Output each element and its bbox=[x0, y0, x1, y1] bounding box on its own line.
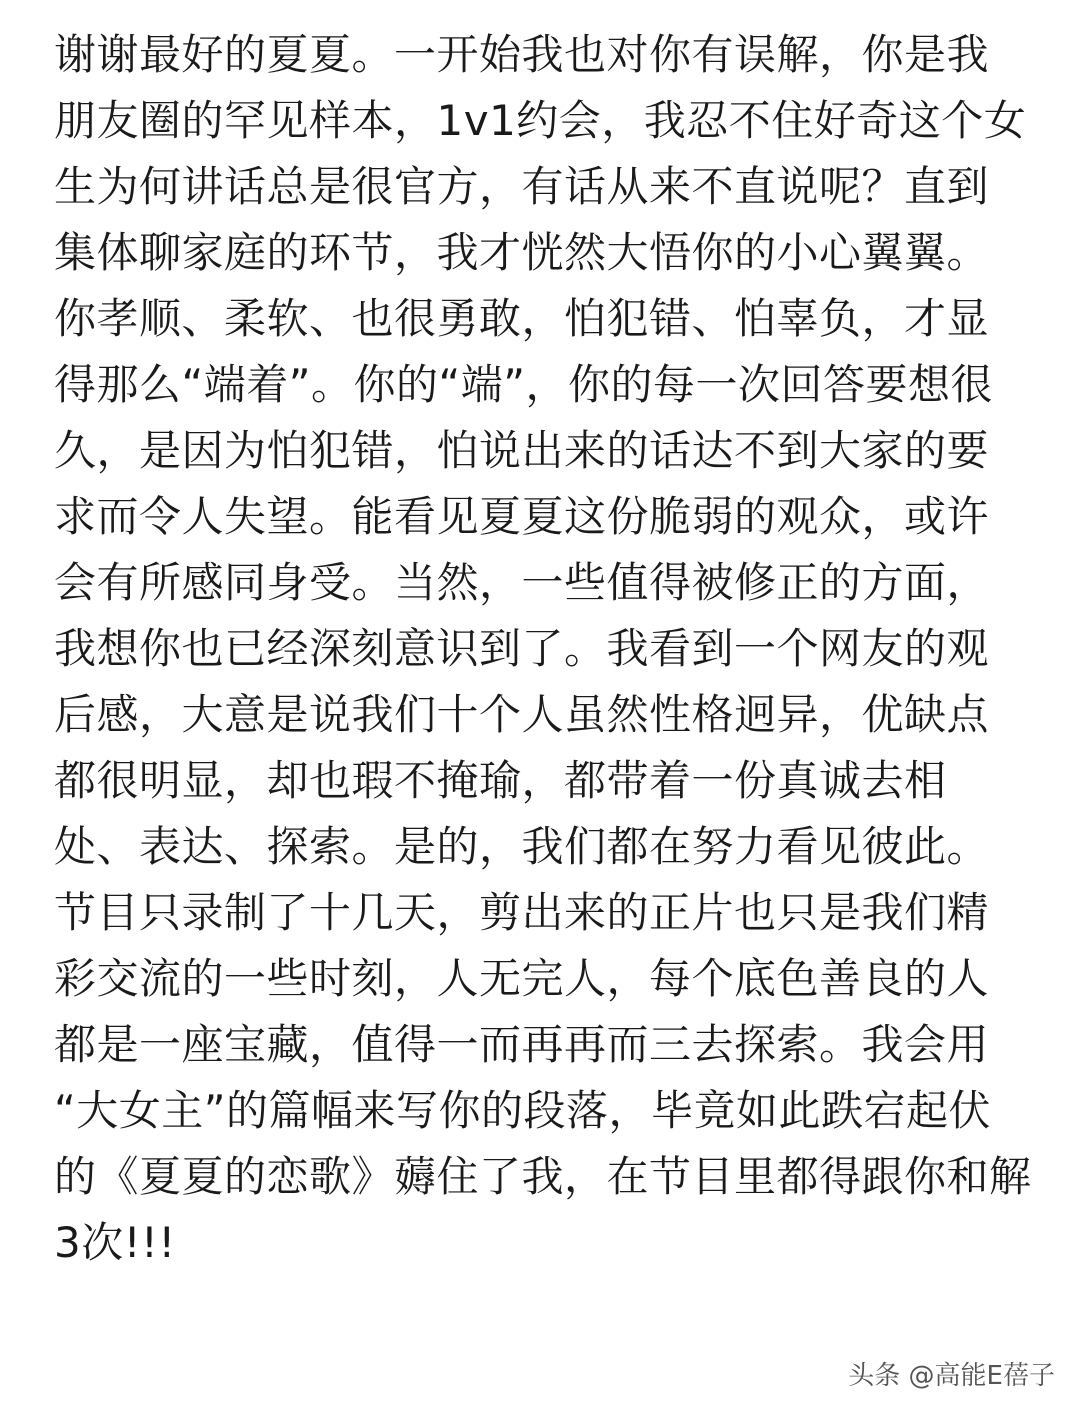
text-line: 生为何讲话总是很官方，有话从来不直说呢？直到 bbox=[54, 162, 990, 211]
text-line: 3次!!! bbox=[54, 1218, 176, 1267]
text-line: 集体聊家庭的环节，我才恍然大悟你的小心翼翼。 bbox=[54, 228, 990, 277]
text-line: 会有所感同身受。当然，一些值得被修正的方面， bbox=[54, 558, 990, 607]
text-line: 谢谢最好的夏夏。一开始我也对你有误解，你是我 bbox=[54, 30, 990, 79]
text-line: 朋友圈的罕见样本，1v1约会，我忍不住好奇这个女 bbox=[54, 96, 1027, 145]
text-line: 我想你也已经深刻意识到了。我看到一个网友的观 bbox=[54, 624, 990, 673]
text-line: 彩交流的一些时刻，人无完人，每个底色善良的人 bbox=[54, 954, 990, 1003]
text-line: 求而令人失望。能看见夏夏这份脆弱的观众，或许 bbox=[54, 492, 990, 541]
text-line: 得那么“端着”。你的“端”，你的每一次回答要想很 bbox=[54, 360, 994, 409]
text-line: 都是一座宝藏，值得一而再再而三去探索。我会用 bbox=[54, 1020, 990, 1069]
text-line: “大女主”的篇幅来写你的段落，毕竟如此跌宕起伏 bbox=[54, 1086, 992, 1135]
text-line: 久，是因为怕犯错，怕说出来的话达不到大家的要 bbox=[54, 426, 990, 475]
watermark: 头条 @高能E蓓子 bbox=[848, 1361, 1055, 1391]
body-text bbox=[54, 22, 1039, 1276]
text-line: 处、表达、探索。是的，我们都在努力看见彼此。 bbox=[54, 822, 990, 871]
text-line: 你孝顺、柔软、也很勇敢，怕犯错、怕辜负，才显 bbox=[54, 294, 990, 343]
text-line: 后感，大意是说我们十个人虽然性格迥异，优缺点 bbox=[54, 690, 990, 739]
text-line: 都很明显，却也瑕不掩瑜，都带着一份真诚去相 bbox=[54, 756, 947, 805]
text-line: 节目只录制了十几天，剪出来的正片也只是我们精 bbox=[54, 888, 990, 937]
text-line: 的《夏夏的恋歌》薅住了我，在节目里都得跟你和解 bbox=[54, 1152, 1032, 1201]
